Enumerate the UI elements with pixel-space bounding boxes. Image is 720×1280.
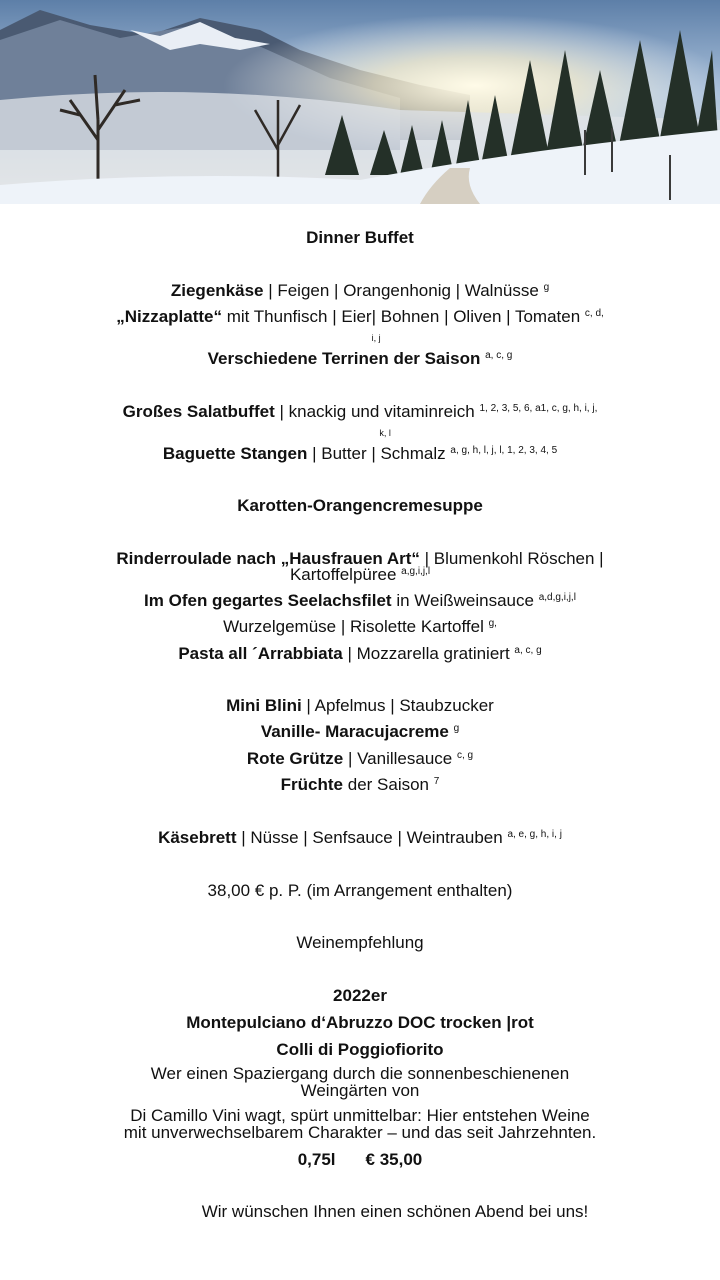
dish-sides: in Weißweinsauce xyxy=(391,591,534,610)
allergen-codes: 7 xyxy=(433,776,440,787)
dish-sides: Wurzelgemüse | Risolette Kartoffel xyxy=(223,617,484,636)
main-pollock xyxy=(0,591,720,611)
dish-sides: mit Thunfisch | Eier xyxy=(221,307,372,326)
allergen-codes: a, g, h, l, j, l, 1, 2, 3, 4, 5 xyxy=(450,445,558,456)
main-pollock-line2 xyxy=(0,617,720,637)
dish-name: Früchte xyxy=(280,775,344,794)
dish-sides: | Apfelmus | Staubzucker xyxy=(301,696,494,715)
baguette xyxy=(0,444,720,464)
wine-description-3: Di Camillo Vini wagt, spürt unmittelbar: Hier entstehen Weine xyxy=(130,1106,590,1125)
main-beef-roulade-line2 xyxy=(0,565,720,585)
menu-title: Dinner Buffet xyxy=(306,228,414,247)
wine-description-2: Weingärten von xyxy=(300,1081,420,1100)
allergen-codes: 1, 2, 3, 5, 6, a1, c, g, h, i, j, xyxy=(479,403,598,414)
dish-sides: der Saison xyxy=(343,775,430,794)
dish-name: Vanille- Maracujacreme xyxy=(260,722,449,741)
wine-description-1: Wer einen Spaziergang durch die sonnenbeschienenen xyxy=(150,1064,570,1083)
dish-name: Im Ofen gegartes Seelachsfilet xyxy=(144,591,392,610)
dish-name: Rinderroulade nach „Hausfrauen Art“ xyxy=(116,549,420,568)
starter-terrines xyxy=(0,349,720,369)
dish-name: Käsebrett xyxy=(158,828,237,847)
dish-name: Verschiedene Terrinen der Saison xyxy=(207,349,481,368)
wine-description-4: mit unverwechselbarem Charakter – und das seit Jahrzehnten. xyxy=(123,1123,597,1142)
allergen-codes: g, xyxy=(488,618,497,629)
allergen-codes-sub: k, l xyxy=(379,428,391,438)
main-pasta xyxy=(0,644,720,664)
dish-name: Pasta all ´Arrabbiata xyxy=(178,644,343,663)
wine-size-price xyxy=(0,1150,720,1170)
allergen-codes: g xyxy=(453,723,460,734)
dish-name: Großes Salatbuffet xyxy=(122,402,275,421)
soup: Karotten-Orangencremesuppe xyxy=(237,496,483,515)
starter-nizza-platter xyxy=(0,307,720,343)
dish-name: Ziegenkäse xyxy=(170,281,264,300)
dish-sides: | Nüsse | Senfsauce | Weintrauben xyxy=(236,828,503,847)
dish-sides-2: | Bohnen | Oliven | Tomaten xyxy=(371,307,581,326)
allergen-codes: a, c, g xyxy=(485,350,513,361)
dessert-blini xyxy=(0,696,720,716)
wine-price: € 35,00 xyxy=(365,1150,423,1169)
closing-message: Wir wünschen Ihnen einen schönen Abend bei uns! xyxy=(201,1202,589,1221)
buffet-price: 38,00 € p. P. (im Arrangement enthalten) xyxy=(207,881,513,900)
dish-name: Mini Blini xyxy=(226,696,302,715)
cheese-board xyxy=(0,828,720,848)
allergen-codes: g xyxy=(543,282,550,293)
allergen-codes: a, c, g xyxy=(514,645,542,656)
dessert-red-groats xyxy=(0,749,720,769)
dish-sides: Kartoffelpüree xyxy=(289,565,397,584)
wine-producer: Colli di Poggiofiorito xyxy=(276,1040,444,1059)
dish-name: „Nizzaplatte“ xyxy=(116,307,222,326)
starter-goat-cheese xyxy=(0,281,720,301)
dish-sides: | Mozzarella gratiniert xyxy=(342,644,510,663)
winter-landscape-image xyxy=(0,0,720,204)
allergen-codes: c, g xyxy=(456,750,474,761)
wine-year: 2022er xyxy=(333,986,387,1005)
dish-sides: | Feigen | Orangenhonig | Walnüsse xyxy=(263,281,539,300)
salad-buffet xyxy=(0,402,720,438)
allergen-codes: c, d, xyxy=(584,308,604,319)
dessert-cream xyxy=(0,722,720,742)
allergen-codes-sub: i, j xyxy=(371,333,381,343)
wine-name: Montepulciano d‘Abruzzo DOC trocken |rot xyxy=(186,1013,534,1032)
dessert-fruit xyxy=(0,775,720,795)
allergen-codes: a,g,i,j,l xyxy=(401,566,431,577)
dish-sides: | Blumenkohl Röschen | xyxy=(419,549,604,568)
dish-sides: | Butter | Schmalz xyxy=(307,444,446,463)
dish-name: Baguette Stangen xyxy=(162,444,308,463)
allergen-codes: a,d,g,i,j,l xyxy=(538,592,576,603)
dish-sides: | knackig und xyxy=(274,402,380,421)
dish-name: Rote Grütze xyxy=(246,749,344,768)
dish-sides-2: vitaminreich xyxy=(379,402,475,421)
dish-sides: | Vanillesauce xyxy=(343,749,453,768)
wine-heading: Weinempfehlung xyxy=(296,933,424,952)
allergen-codes: a, e, g, h, i, j xyxy=(507,829,562,840)
wine-size: 0,75l xyxy=(297,1150,336,1169)
